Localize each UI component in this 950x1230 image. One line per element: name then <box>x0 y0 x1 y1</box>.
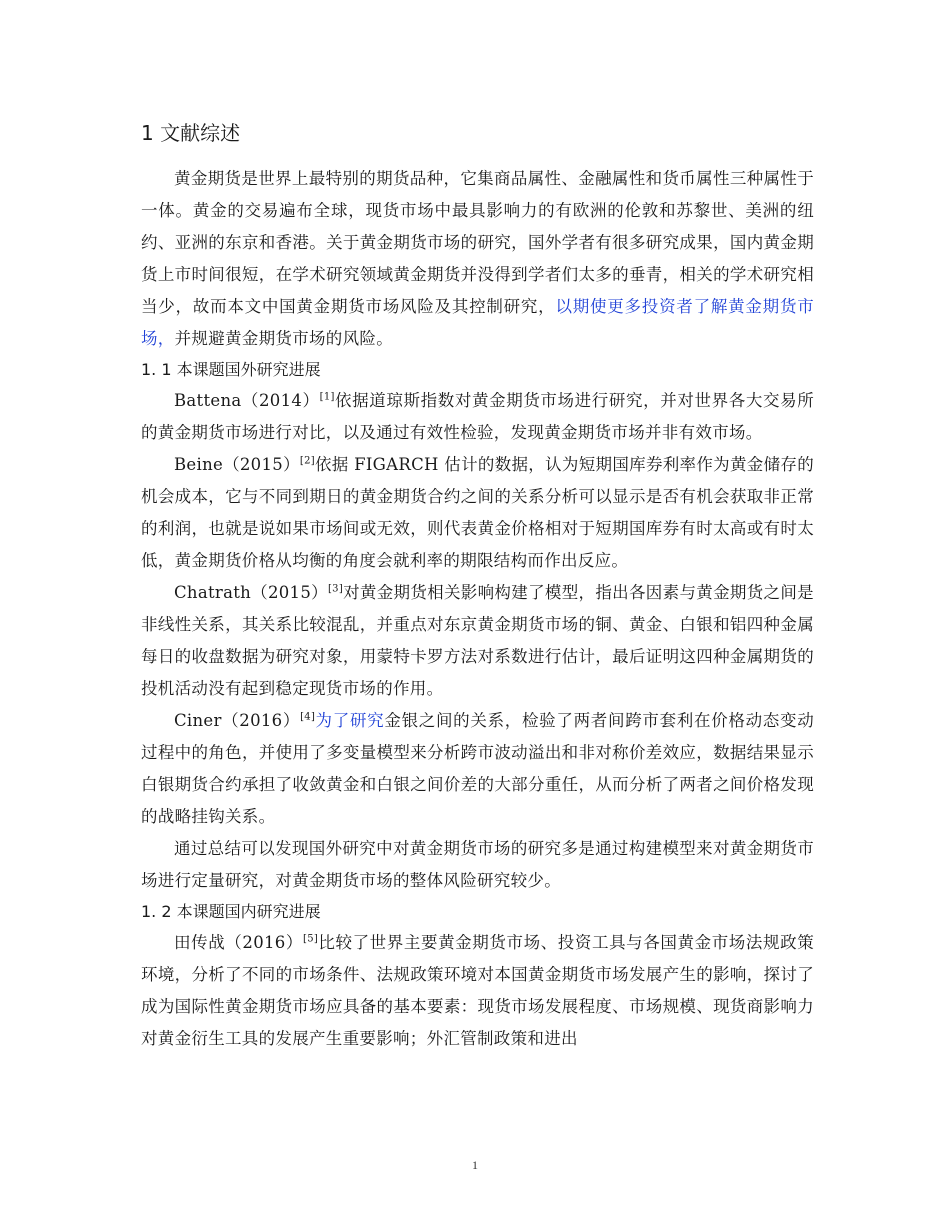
paragraph-text: 金银之间的关系，检验了两者间跨市套利在价格动态变动过程中的角色，并使用了多变量模型来分析跨市波动溢出和非对称价差效应，数据结果显示白银期货合约承担了收敛黄金和白银之间价差的大部分重任，从而分析了两者之间价格发现的战略挂钩关系。 <box>141 711 814 826</box>
intro-paragraph <box>141 163 814 355</box>
section-heading-domestic: 1. 2 本课题国内研究进展 <box>141 902 321 921</box>
chapter-heading: 1 文献综述 <box>141 121 241 145</box>
paragraph-chatrath <box>141 577 814 705</box>
author: Chatrath（2015） <box>174 583 328 602</box>
author: Battena（2014） <box>174 391 320 410</box>
author: Beine（2015） <box>174 455 300 474</box>
paragraph-text: 对黄金期货相关影响构建了模型，指出各因素与黄金期货之间是非线性关系，其关系比较混乱，并重点对东京黄金期货市场的铜、黄金、白银和铝四种金属每日的收盘数据为研究对象，用蒙特卡罗方法对系数进行估计，最后证明这四种金属期货的投机活动没有起到稳定现货市场的作用。 <box>141 583 814 698</box>
intro-text-end: 并规避黄金期货市场的风险。 <box>174 329 394 348</box>
paragraph-ciner <box>141 705 814 833</box>
citation-ref: [2] <box>299 455 315 467</box>
paragraph-tian <box>141 927 814 1055</box>
author: Ciner（2016） <box>174 711 301 730</box>
page-content <box>141 117 814 1055</box>
section-heading-foreign: 1. 1 本课题国外研究进展 <box>141 360 321 379</box>
intro-highlight-text: 以期使更多投资者了解黄金期货市场， <box>141 297 815 348</box>
highlight-text: 为了研究 <box>315 711 385 730</box>
author: 田传战（2016） <box>174 933 303 952</box>
paragraph-battena <box>141 385 814 449</box>
intro-text: 黄金期货是世界上最特别的期货品种，它集商品属性、金融属性和货币属性三种属性于一体。黄金的交易遍布全球，现货市场中最具影响力的有欧洲的伦敦和苏黎世、美洲的纽约、亚洲的东京和香港。关于黄金期货市场的研究，国外学者有很多研究成果，国内黄金期货上市时间很短，在学术研究领域黄金期货并没得到学者们太多的垂青，相关的学术研究相当少，故而本文中国黄金期货市场风险及其控制研究， <box>141 169 814 316</box>
paragraph-summary: 通过总结可以发现国外研究中对黄金期货市场的研究多是通过构建模型来对黄金期货市场进行定量研究，对黄金期货市场的整体风险研究较少。 <box>141 839 814 890</box>
paragraph-text: 依据道琼斯指数对黄金期货市场进行研究，并对世界各大交易所的黄金期货市场进行对比，以及通过有效性检验，发现黄金期货市场并非有效市场。 <box>141 391 815 442</box>
paragraph-text: 比较了世界主要黄金期货市场、投资工具与各国黄金市场法规政策环境，分析了不同的市场条件、法规政策环境对本国黄金期货市场发展产生的影响，探讨了成为国际性黄金期货市场应具备的基本要素：现货市场发展程度、市场规模、现货商影响力对黄金衍生工具的发展产生重要影响；外汇管制政策和进出 <box>141 933 814 1048</box>
citation-ref: [1] <box>319 391 335 403</box>
page-number: 1 <box>472 1158 478 1172</box>
citation-ref: [4] <box>300 711 316 723</box>
citation-ref: [5] <box>303 933 319 945</box>
citation-ref: [3] <box>327 583 344 595</box>
paragraph-text: 依据 FIGARCH 估计的数据，认为短期国库券利率作为黄金储存的机会成本，它与不同到期日的黄金期货合约之间的关系分析可以显示是否有机会获取非正常的利润，也就是说如果市场间或无效，则代表黄金价格相对于短期国库券有时太高或有时太低，黄金期货价格从均衡的角度会就利率的期限结构而作出反应。 <box>141 455 814 570</box>
paragraph-beine <box>141 449 814 577</box>
